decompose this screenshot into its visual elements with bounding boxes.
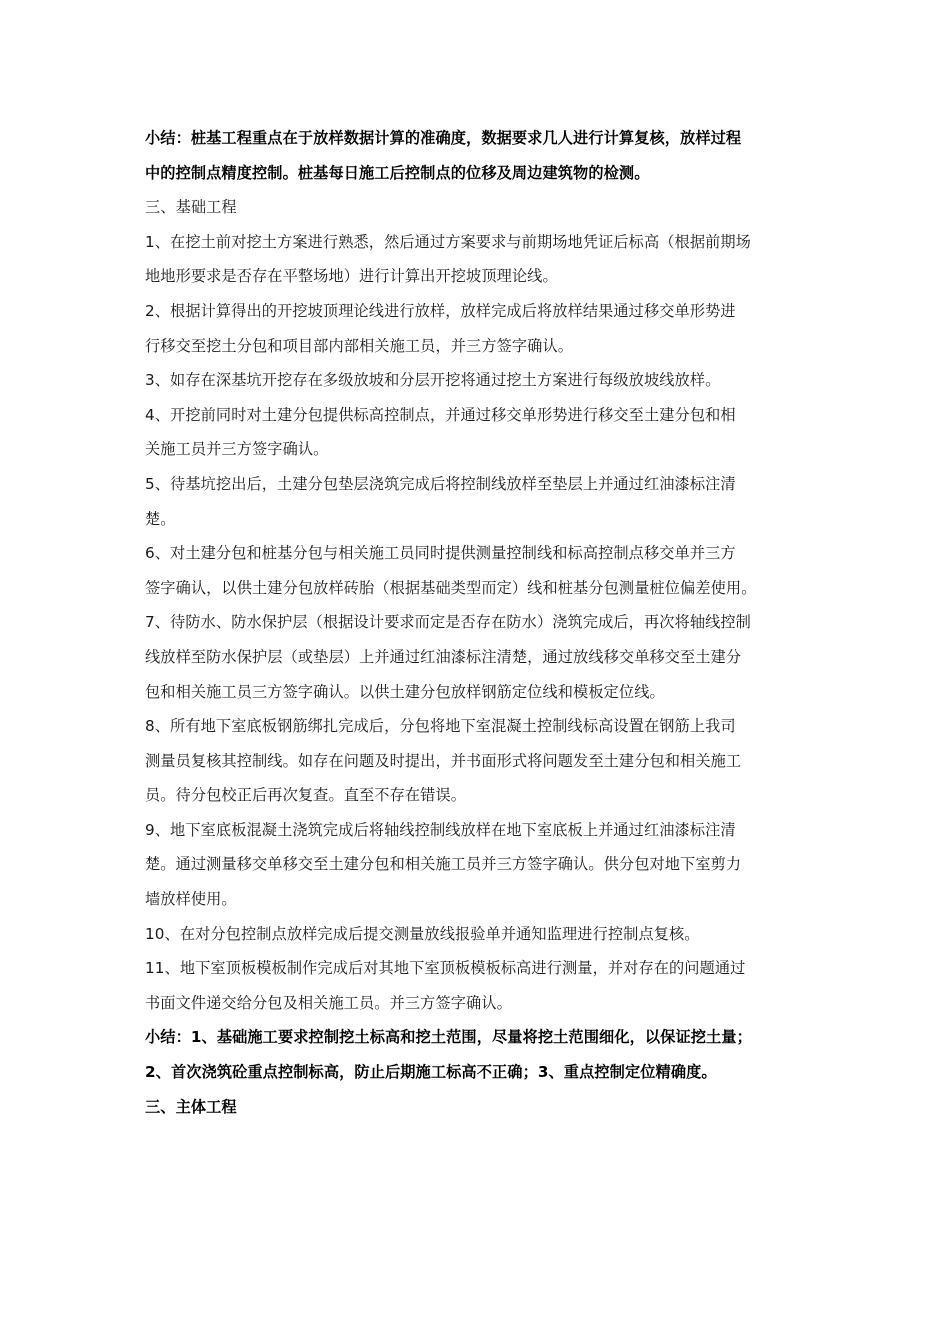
text-line: 11、地下室顶板模板制作完成后对其地下室顶板模板标高进行测量，并对存在的问题通过 — [145, 959, 746, 978]
text-line: 2、首次浇筑砼重点控制标高，防止后期施工标高不正确；3、重点控制定位精确度。 — [145, 1063, 717, 1082]
text-line: 8、所有地下室底板钢筋绑扎完成后，分包将地下室混凝土控制线标高设置在钢筋上我司 — [145, 717, 736, 736]
text-line: 签字确认，以供土建分包放样砖胎（根据基础类型而定）线和桩基分包测量桩位偏差使用。 — [145, 578, 757, 597]
text-line: 楚。 — [145, 509, 176, 528]
text-line: 10、在对分包控制点放样完成后提交测量放线报验单并通知监理进行控制点复核。 — [145, 924, 700, 943]
text-line: 三、主体工程 — [145, 1097, 237, 1116]
text-line: 2、根据计算得出的开挖坡顶理论线进行放样，放样完成后将放样结果通过移交单形势进 — [145, 301, 736, 320]
text-line: 4、开挖前同时对土建分包提供标高控制点，并通过移交单形势进行移交至土建分包和相 — [145, 405, 736, 424]
text-line: 地地形要求是否存在平整场地）进行计算出开挖坡顶理论线。 — [145, 267, 558, 286]
document-body — [145, 121, 810, 1124]
text-line: 1、在挖土前对挖土方案进行熟悉，然后通过方案要求与前期场地凭证后标高（根据前期场 — [145, 232, 751, 251]
text-line: 5、待基坑挖出后，土建分包垫层浇筑完成后将控制线放样至垫层上并通过红油漆标注清 — [145, 474, 736, 493]
text-line: 包和相关施工员三方签字确认。以供土建分包放样钢筋定位线和模板定位线。 — [145, 682, 665, 701]
text-line: 三、基础工程 — [145, 198, 237, 217]
text-line: 墙放样使用。 — [145, 890, 237, 909]
text-line: 关施工员并三方签字确认。 — [145, 440, 329, 459]
text-line: 小结：1、基础施工要求控制挖土标高和挖土范围，尽量将挖土范围细化，以保证挖土量； — [145, 1028, 752, 1047]
text-line: 行移交至挖土分包和项目部内部相关施工员，并三方签字确认。 — [145, 336, 574, 355]
text-line: 楚。通过测量移交单移交至土建分包和相关施工员并三方签字确认。供分包对地下室剪力 — [145, 855, 742, 874]
text-line: 中的控制点精度控制。桩基每日施工后控制点的位移及周边建筑物的检测。 — [145, 163, 650, 182]
text-line: 书面文件递交给分包及相关施工员。并三方签字确认。 — [145, 993, 512, 1012]
text-line: 6、对土建分包和桩基分包与相关施工员同时提供测量控制线和标高控制点移交单并三方 — [145, 544, 736, 563]
text-line: 小结：桩基工程重点在于放样数据计算的准确度，数据要求几人进行计算复核，放样过程 — [145, 129, 742, 147]
text-line: 9、地下室底板混凝土浇筑完成后将轴线控制线放样在地下室底板上并通过红油漆标注清 — [145, 820, 736, 839]
text-line: 员。待分包校正后再次复查。直至不存在错误。 — [145, 786, 467, 805]
text-line: 线放样至防水保护层（或垫层）上并通过红油漆标注清楚，通过放线移交单移交至土建分 — [145, 647, 742, 666]
text-line: 测量员复核其控制线。如存在问题及时提出，并书面形式将问题发至土建分包和相关施工 — [145, 751, 742, 770]
text-line: 3、如存在深基坑开挖存在多级放坡和分层开挖将通过挖土方案进行每级放坡线放样。 — [145, 371, 721, 390]
text-line: 7、待防水、防水保护层（根据设计要求而定是否存在防水）浇筑完成后，再次将轴线控制 — [145, 613, 751, 632]
